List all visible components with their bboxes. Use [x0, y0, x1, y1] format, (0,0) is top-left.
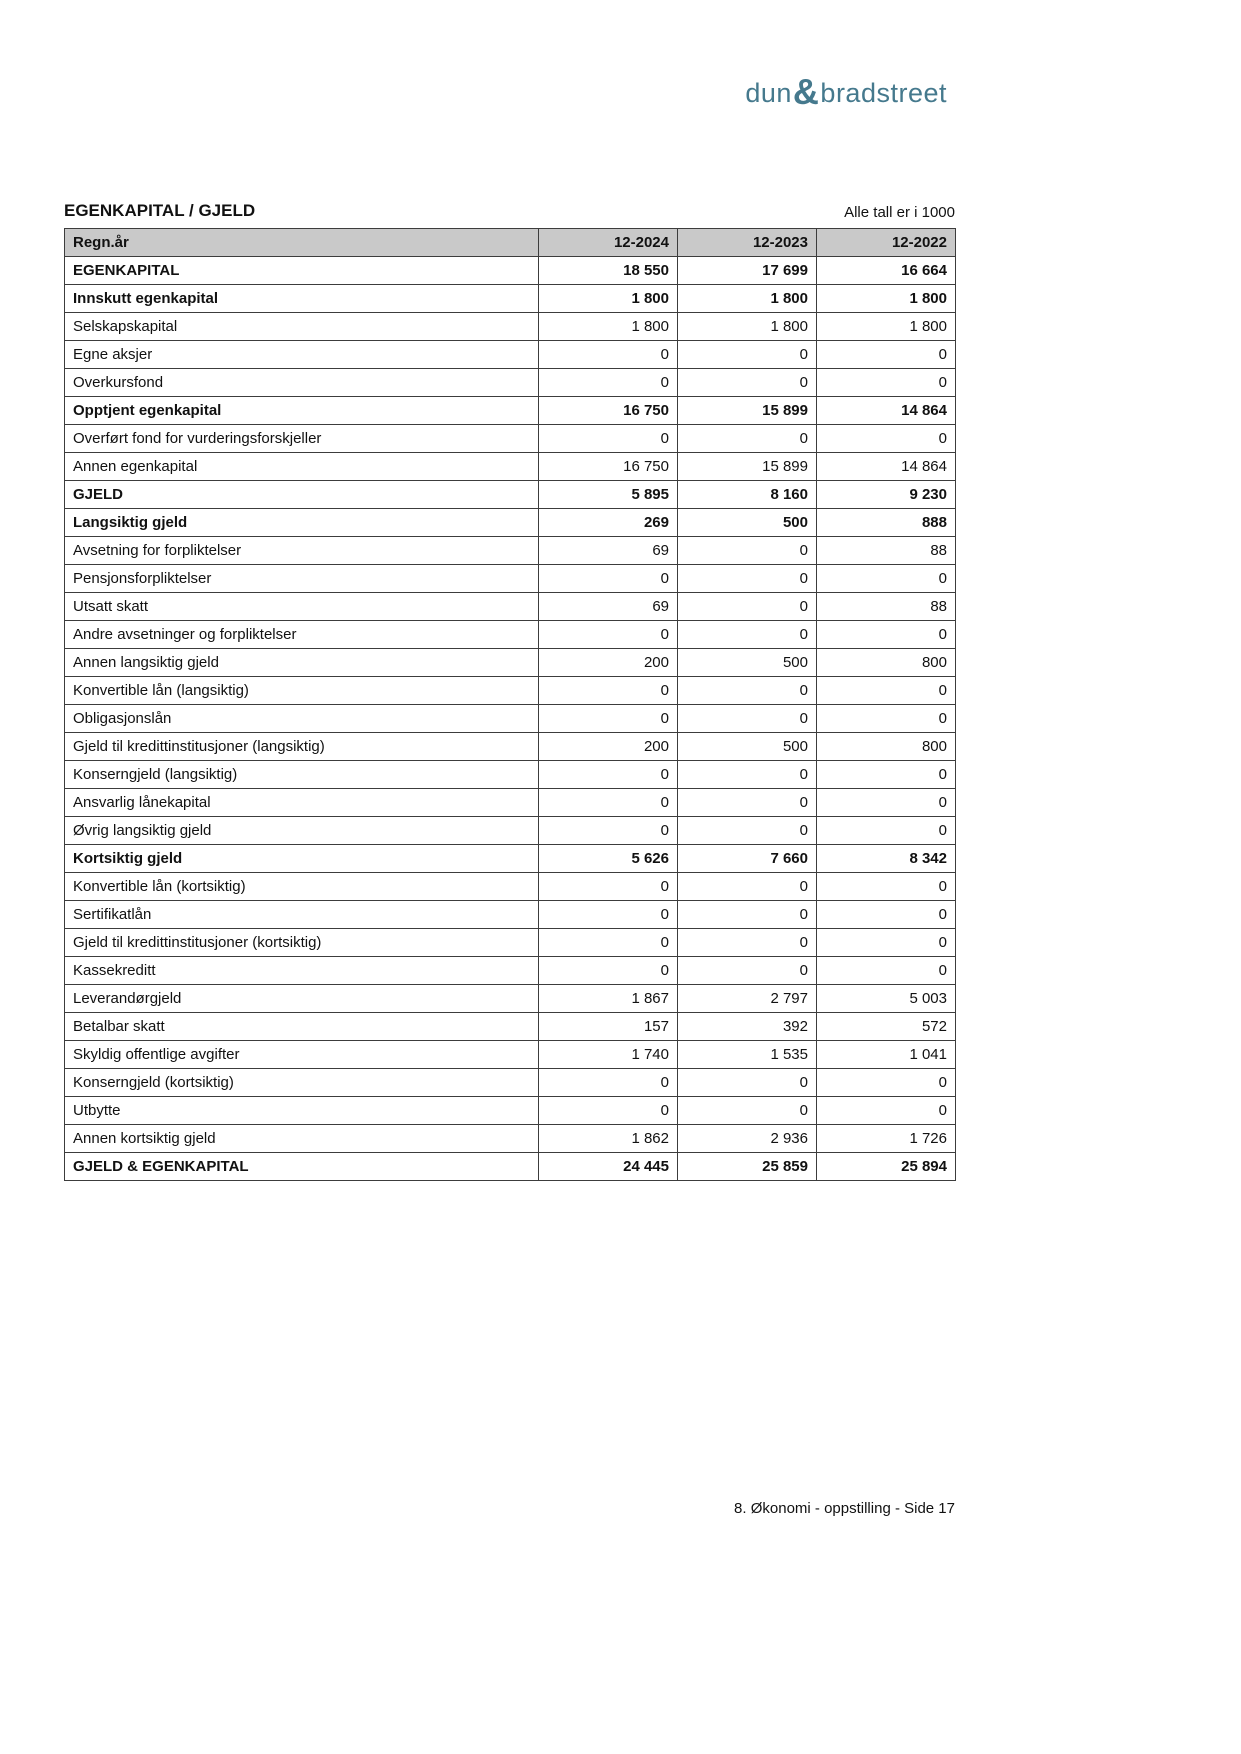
row-value: 0 — [817, 341, 956, 369]
table-row — [65, 817, 956, 845]
table-row — [65, 873, 956, 901]
table-row — [65, 537, 956, 565]
row-label: Utsatt skatt — [65, 593, 539, 621]
row-value: 0 — [678, 341, 817, 369]
row-value: 1 726 — [817, 1125, 956, 1153]
row-value: 0 — [539, 817, 678, 845]
row-value: 200 — [539, 733, 678, 761]
row-value: 0 — [817, 425, 956, 453]
row-value: 0 — [539, 901, 678, 929]
row-value: 0 — [678, 873, 817, 901]
row-value: 0 — [678, 929, 817, 957]
table-row — [65, 341, 956, 369]
table-row — [65, 257, 956, 285]
row-value: 9 230 — [817, 481, 956, 509]
header-cell-12-2022: 12-2022 — [817, 229, 956, 257]
table-row — [65, 845, 956, 873]
logo-text-dun: dun — [745, 78, 792, 108]
row-value: 0 — [678, 1097, 817, 1125]
row-value: 0 — [817, 901, 956, 929]
dun-bradstreet-logo — [64, 71, 955, 112]
row-label: Overført fond for vurderingsforskjeller — [65, 425, 539, 453]
logo-ampersand-icon: & — [792, 71, 820, 112]
table-row — [65, 397, 956, 425]
row-label: Innskutt egenkapital — [65, 285, 539, 313]
row-label: Annen langsiktig gjeld — [65, 649, 539, 677]
table-row — [65, 901, 956, 929]
row-label: Pensjonsforpliktelser — [65, 565, 539, 593]
row-value: 800 — [817, 733, 956, 761]
row-value: 800 — [817, 649, 956, 677]
row-value: 0 — [539, 705, 678, 733]
row-value: 88 — [817, 537, 956, 565]
table-header-row — [65, 229, 956, 257]
row-value: 572 — [817, 1013, 956, 1041]
row-label: Obligasjonslån — [65, 705, 539, 733]
row-value: 0 — [539, 957, 678, 985]
row-value: 8 160 — [678, 481, 817, 509]
row-value: 0 — [678, 901, 817, 929]
row-label: Sertifikatlån — [65, 901, 539, 929]
row-value: 0 — [539, 789, 678, 817]
row-value: 0 — [678, 369, 817, 397]
row-value: 25 894 — [817, 1153, 956, 1181]
row-value: 8 342 — [817, 845, 956, 873]
row-label: Annen egenkapital — [65, 453, 539, 481]
row-label: Utbytte — [65, 1097, 539, 1125]
table-row — [65, 705, 956, 733]
row-value: 0 — [817, 1069, 956, 1097]
table-row — [65, 1125, 956, 1153]
row-value: 0 — [539, 565, 678, 593]
row-value: 0 — [817, 929, 956, 957]
row-value: 0 — [817, 1097, 956, 1125]
row-value: 69 — [539, 593, 678, 621]
row-label: Selskapskapital — [65, 313, 539, 341]
row-value: 1 867 — [539, 985, 678, 1013]
row-label: Overkursfond — [65, 369, 539, 397]
row-value: 0 — [678, 761, 817, 789]
row-value: 1 041 — [817, 1041, 956, 1069]
row-value: 1 800 — [539, 313, 678, 341]
row-value: 0 — [539, 1097, 678, 1125]
table-row — [65, 957, 956, 985]
row-label: Skyldig offentlige avgifter — [65, 1041, 539, 1069]
row-value: 888 — [817, 509, 956, 537]
row-value: 16 664 — [817, 257, 956, 285]
row-label: Opptjent egenkapital — [65, 397, 539, 425]
table-row — [65, 453, 956, 481]
row-label: Kortsiktig gjeld — [65, 845, 539, 873]
row-value: 14 864 — [817, 453, 956, 481]
row-value: 0 — [817, 817, 956, 845]
row-value: 157 — [539, 1013, 678, 1041]
table-row — [65, 369, 956, 397]
row-label: Leverandørgjeld — [65, 985, 539, 1013]
row-value: 5 626 — [539, 845, 678, 873]
row-label: Konserngjeld (kortsiktig) — [65, 1069, 539, 1097]
row-value: 392 — [678, 1013, 817, 1041]
row-value: 0 — [678, 789, 817, 817]
row-value: 14 864 — [817, 397, 956, 425]
row-value: 0 — [678, 593, 817, 621]
table-row — [65, 481, 956, 509]
row-value: 0 — [817, 565, 956, 593]
table-row — [65, 1153, 956, 1181]
row-label: Langsiktig gjeld — [65, 509, 539, 537]
units-note: Alle tall er i 1000 — [844, 204, 955, 221]
row-value: 16 750 — [539, 397, 678, 425]
row-label: Gjeld til kredittinstitusjoner (kortsiktig) — [65, 929, 539, 957]
row-value: 0 — [817, 789, 956, 817]
row-label: Konserngjeld (langsiktig) — [65, 761, 539, 789]
row-value: 0 — [817, 957, 956, 985]
row-value: 0 — [678, 621, 817, 649]
row-value: 25 859 — [678, 1153, 817, 1181]
section-title: EGENKAPITAL / GJELD — [64, 201, 256, 220]
row-value: 0 — [539, 369, 678, 397]
table-title-row — [64, 201, 955, 221]
row-value: 0 — [678, 705, 817, 733]
row-label: Konvertible lån (langsiktig) — [65, 677, 539, 705]
row-value: 17 699 — [678, 257, 817, 285]
table-body — [65, 257, 956, 1181]
row-label: Ansvarlig lånekapital — [65, 789, 539, 817]
row-value: 0 — [678, 677, 817, 705]
row-value: 0 — [678, 565, 817, 593]
row-value: 0 — [817, 677, 956, 705]
row-label: EGENKAPITAL — [65, 257, 539, 285]
row-value: 0 — [817, 705, 956, 733]
row-value: 24 445 — [539, 1153, 678, 1181]
page-footer: 8. Økonomi - oppstilling - Side 17 — [734, 1500, 955, 1517]
row-value: 1 535 — [678, 1041, 817, 1069]
row-value: 2 936 — [678, 1125, 817, 1153]
row-value: 0 — [817, 369, 956, 397]
row-value: 0 — [539, 621, 678, 649]
table-row — [65, 425, 956, 453]
table-row — [65, 649, 956, 677]
row-value: 5 895 — [539, 481, 678, 509]
row-value: 1 740 — [539, 1041, 678, 1069]
row-value: 0 — [539, 761, 678, 789]
table-row — [65, 313, 956, 341]
table-row — [65, 621, 956, 649]
row-value: 18 550 — [539, 257, 678, 285]
row-label: GJELD — [65, 481, 539, 509]
row-label: GJELD & EGENKAPITAL — [65, 1153, 539, 1181]
table-row — [65, 985, 956, 1013]
row-value: 0 — [539, 341, 678, 369]
row-value: 500 — [678, 733, 817, 761]
row-value: 5 003 — [817, 985, 956, 1013]
row-value: 0 — [678, 817, 817, 845]
row-value: 0 — [539, 873, 678, 901]
row-value: 0 — [817, 873, 956, 901]
row-label: Andre avsetninger og forpliktelser — [65, 621, 539, 649]
table-row — [65, 1041, 956, 1069]
row-value: 269 — [539, 509, 678, 537]
table-row — [65, 1013, 956, 1041]
logo-text-bradstreet: bradstreet — [820, 78, 947, 108]
table-row — [65, 565, 956, 593]
row-value: 0 — [539, 677, 678, 705]
row-value: 69 — [539, 537, 678, 565]
row-value: 0 — [817, 761, 956, 789]
row-value: 1 800 — [678, 313, 817, 341]
row-label: Øvrig langsiktig gjeld — [65, 817, 539, 845]
table-row — [65, 677, 956, 705]
header-cell-12-2023: 12-2023 — [678, 229, 817, 257]
row-value: 0 — [678, 537, 817, 565]
row-value: 1 862 — [539, 1125, 678, 1153]
row-value: 200 — [539, 649, 678, 677]
row-value: 7 660 — [678, 845, 817, 873]
table-row — [65, 509, 956, 537]
table-row — [65, 789, 956, 817]
row-value: 0 — [817, 621, 956, 649]
row-value: 15 899 — [678, 397, 817, 425]
page-content — [64, 0, 955, 1181]
row-value: 0 — [678, 425, 817, 453]
row-value: 1 800 — [817, 285, 956, 313]
row-value: 0 — [678, 957, 817, 985]
row-value: 0 — [539, 929, 678, 957]
table-row — [65, 929, 956, 957]
row-value: 500 — [678, 649, 817, 677]
row-value: 1 800 — [539, 285, 678, 313]
row-value: 0 — [539, 1069, 678, 1097]
table-row — [65, 285, 956, 313]
table-row — [65, 1069, 956, 1097]
row-value: 0 — [539, 425, 678, 453]
row-value: 2 797 — [678, 985, 817, 1013]
row-label: Betalbar skatt — [65, 1013, 539, 1041]
row-value: 1 800 — [678, 285, 817, 313]
row-label: Egne aksjer — [65, 341, 539, 369]
table-row — [65, 1097, 956, 1125]
row-label: Konvertible lån (kortsiktig) — [65, 873, 539, 901]
header-cell-12-2024: 12-2024 — [539, 229, 678, 257]
row-value: 15 899 — [678, 453, 817, 481]
table-row — [65, 593, 956, 621]
row-label: Kassekreditt — [65, 957, 539, 985]
header-cell-regnar: Regn.år — [65, 229, 539, 257]
row-value: 500 — [678, 509, 817, 537]
row-label: Avsetning for forpliktelser — [65, 537, 539, 565]
row-label: Gjeld til kredittinstitusjoner (langsiktig) — [65, 733, 539, 761]
row-value: 16 750 — [539, 453, 678, 481]
row-value: 88 — [817, 593, 956, 621]
row-label: Annen kortsiktig gjeld — [65, 1125, 539, 1153]
table-row — [65, 733, 956, 761]
row-value: 0 — [678, 1069, 817, 1097]
balance-sheet-table — [64, 228, 956, 1181]
table-row — [65, 761, 956, 789]
row-value: 1 800 — [817, 313, 956, 341]
